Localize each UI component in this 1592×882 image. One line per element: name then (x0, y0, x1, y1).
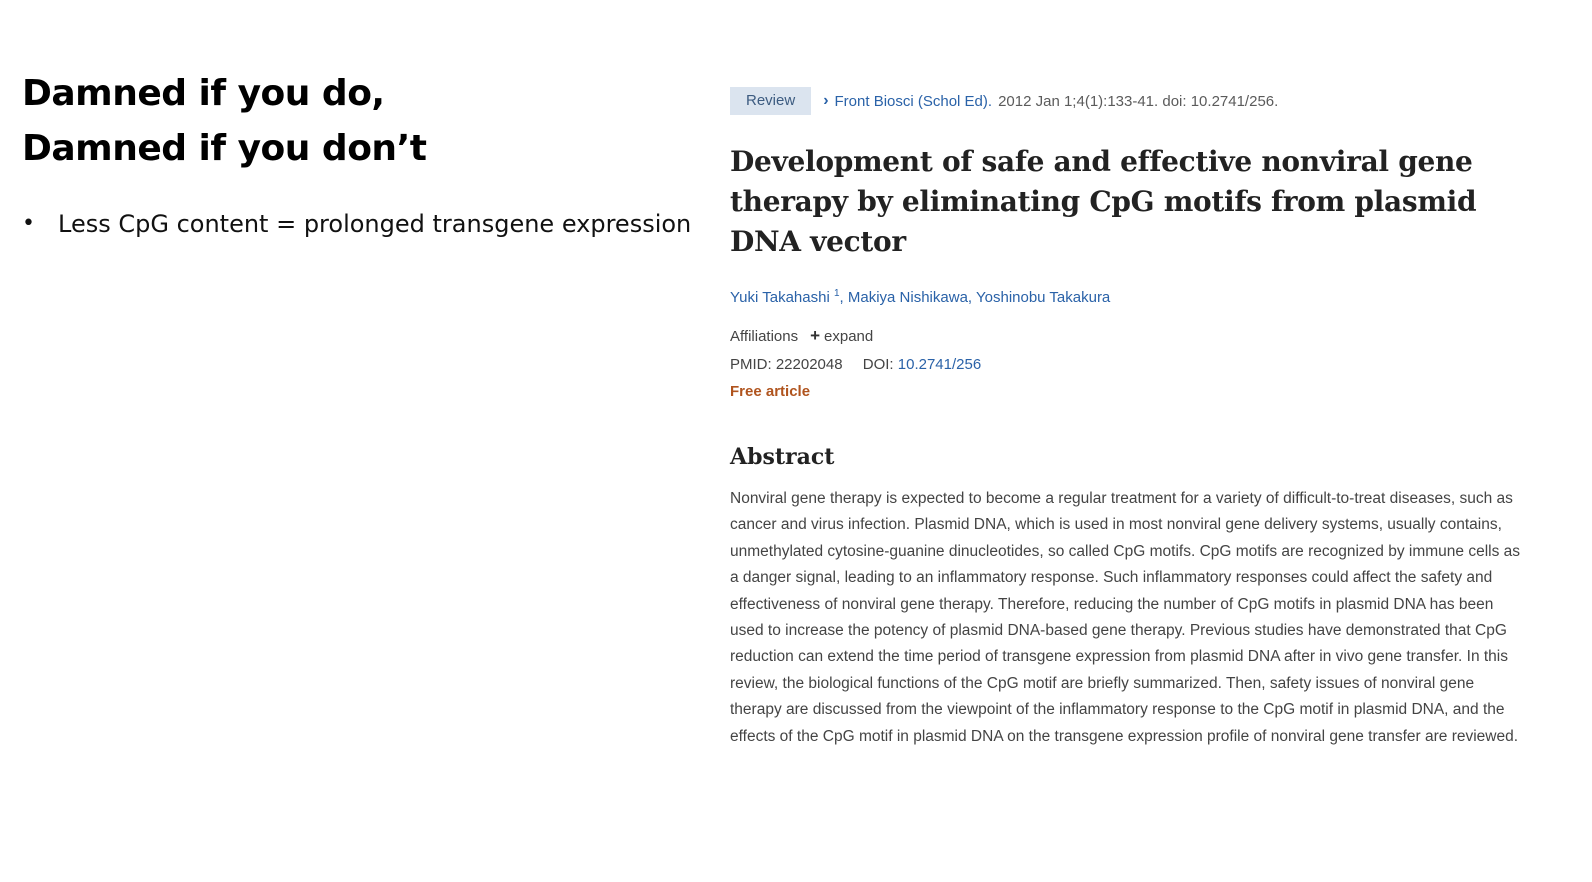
bullet-dot-icon: • (22, 211, 35, 236)
article-panel (730, 86, 1540, 766)
doi-link[interactable]: 10.2741/256 (897, 356, 982, 373)
affiliations-row (730, 326, 1540, 346)
citation-line (730, 86, 1540, 116)
review-badge: Review (730, 87, 811, 115)
author-affiliation-marker[interactable]: 1 (833, 288, 840, 299)
author-list: Yuki Takahashi $^1$, Makiya Nishikawa, Yoshinobu Takakura (730, 288, 1111, 306)
author-link[interactable]: Yuki Takahashi (730, 289, 830, 306)
slide-title-line-2: Damned if you don’t (22, 128, 427, 169)
author-link[interactable]: Makiya Nishikawa (847, 289, 968, 306)
affiliations-label: Affiliations (730, 327, 799, 345)
abstract-text: Nonviral gene therapy is expected to become a regular treatment for a variety of difficult-to-treat diseases, such as cancer and virus infection. Plasmid DNA, which is used in most nonviral gene delivery systems, usually contains, unmethylated cytosine-guanine dinucleotides, so called CpG motifs. CpG motifs are recognized by immune cells as a danger signal, leading to an inflammatory response. Such inflammatory responses could affect the safety and effectiveness of nonviral gene therapy. Therefore, reducing the number of CpG motifs in plasmid DNA has been used to increase the potency of plasmid DNA-based gene therapy. Previous studies have demonstrated that CpG reduction can extend the time period of transgene expression from plasmid DNA after in vivo gene transfer. In this review, the biological functions of the CpG motif are briefly summarized. Then, safety issues of nonviral gene therapy are discussed from the viewpoint of the inflammatory response to the CpG motif in plasmid DNA, and the effects of the CpG motif in plasmid DNA on the transgene expression profile of nonviral gene transfer are reviewed. (730, 490, 1521, 745)
plus-icon[interactable]: + (810, 326, 821, 345)
abstract-heading: Abstract (730, 444, 835, 470)
slide-title-line-1: Damned if you do, (22, 73, 385, 114)
journal-link[interactable]: Front Biosci (Schol Ed). (834, 92, 993, 110)
doi-label: DOI: (862, 356, 894, 373)
article-title: Development of safe and effective nonviral gene therapy by eliminating CpG motifs from plasmid DNA vector (730, 145, 1477, 258)
author-link[interactable]: Yoshinobu Takakura (976, 289, 1111, 306)
identifiers-row (730, 356, 1540, 373)
chevron-right-icon: › (823, 92, 829, 109)
free-article-label: Free article (730, 383, 811, 400)
bullet-list (22, 210, 691, 238)
bullet-text: Less CpG content = prolonged transgene expression (58, 210, 692, 238)
expand-link[interactable]: expand (824, 327, 874, 345)
slide-title (22, 66, 426, 176)
pmid: PMID: 22202048 (730, 356, 843, 373)
bullet-item (22, 210, 691, 238)
citation-text: 2012 Jan 1;4(1):133-41. doi: 10.2741/256. (998, 92, 1279, 110)
